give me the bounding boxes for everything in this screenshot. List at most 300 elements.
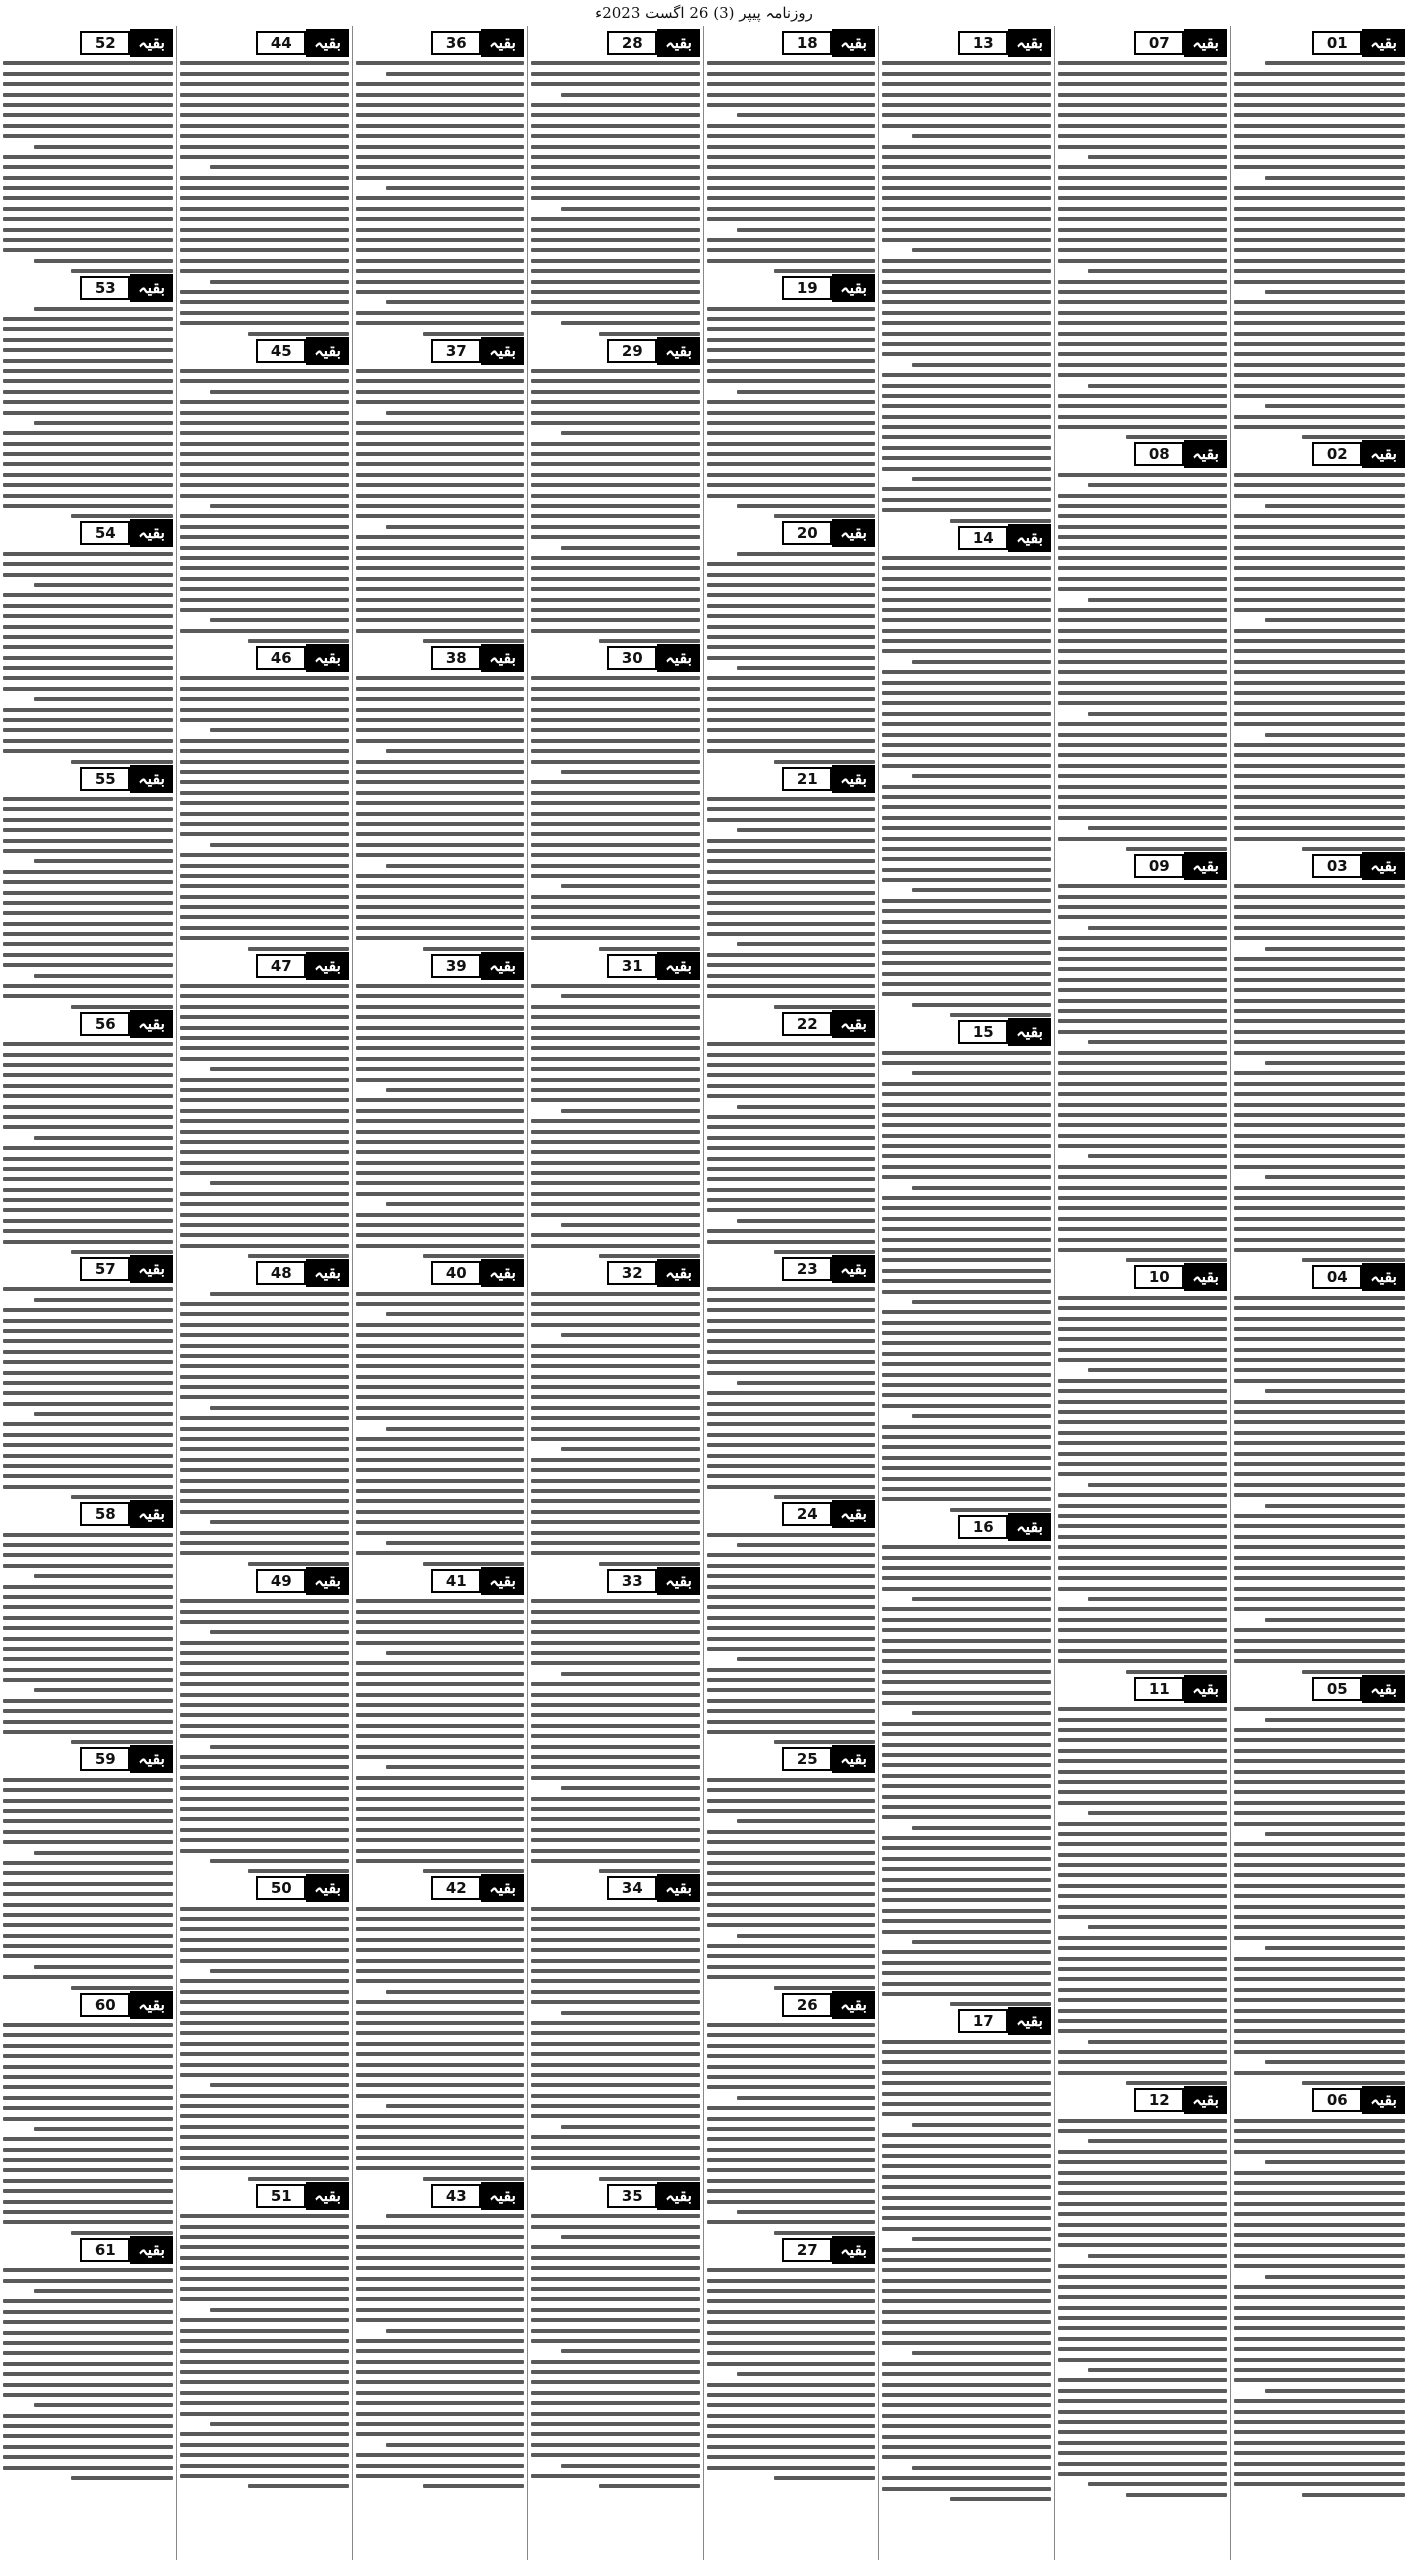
text-line [356, 369, 524, 373]
text-line [882, 1961, 1051, 1965]
text-line [882, 300, 1051, 304]
text-line [356, 687, 524, 691]
text-line [707, 562, 875, 566]
text-line [180, 1672, 349, 1676]
text-line [3, 155, 173, 159]
text-line [1234, 1217, 1405, 1221]
text-line [1058, 947, 1227, 951]
text-line [3, 922, 173, 926]
text-line [1234, 957, 1405, 961]
text-line [1058, 566, 1227, 570]
text-line [356, 1364, 524, 1368]
text-line [882, 1618, 1051, 1622]
text-line [882, 857, 1051, 861]
text-line [1234, 1103, 1405, 1107]
text-line [774, 1986, 875, 1990]
text-line [882, 1909, 1051, 1913]
text-line [1234, 1873, 1405, 1877]
text-line [707, 994, 875, 998]
text-line [737, 504, 875, 508]
text-line [3, 666, 173, 670]
text-line [356, 791, 524, 795]
text-line [531, 514, 700, 518]
text-line [1234, 207, 1405, 211]
continuation-label: بقیہ [1362, 2086, 1405, 2114]
text-line [356, 1119, 524, 1123]
text-line [356, 739, 524, 743]
text-line [882, 1805, 1051, 1809]
text-line [912, 2351, 1051, 2355]
continuation-number: 39 [431, 954, 481, 978]
text-line [180, 2380, 349, 2384]
text-line [1234, 2285, 1405, 2289]
text-line [356, 2235, 524, 2239]
article-text-block [531, 676, 700, 950]
article-text-block [356, 1599, 524, 1873]
text-line [531, 2114, 700, 2118]
column-3 [878, 26, 1054, 2560]
text-line [707, 2403, 875, 2407]
text-line [531, 196, 700, 200]
text-line [1058, 2420, 1227, 2424]
text-line [707, 155, 875, 159]
text-line [531, 1693, 700, 1697]
text-line [912, 774, 1051, 778]
text-line [180, 1312, 349, 1316]
text-line [180, 1161, 349, 1165]
text-line [531, 2370, 700, 2374]
text-line [1234, 1368, 1405, 1372]
text-line [3, 124, 173, 128]
text-line [1234, 1780, 1405, 1784]
continuation-number: 07 [1134, 31, 1184, 55]
text-line [882, 639, 1051, 643]
text-line [356, 2422, 524, 2426]
text-line [1058, 2160, 1227, 2164]
text-line [882, 72, 1051, 76]
text-line [1234, 1227, 1405, 1231]
text-line [531, 718, 700, 722]
text-line [1058, 1576, 1227, 1580]
continuation-label: بقیہ [832, 1991, 875, 2019]
text-line [531, 1375, 700, 1379]
text-line [531, 290, 700, 294]
text-line [1234, 2326, 1405, 2330]
text-line [561, 431, 700, 435]
text-line [1126, 2081, 1227, 2085]
text-line [531, 2443, 700, 2447]
text-line [180, 1130, 349, 1134]
text-line [531, 2042, 700, 2046]
text-line [180, 2166, 349, 2170]
text-line [1234, 1628, 1405, 1632]
text-line [882, 1774, 1051, 1778]
text-line [707, 196, 875, 200]
text-line [707, 2117, 875, 2121]
text-line [1058, 1441, 1227, 1445]
text-line [1234, 2019, 1405, 2023]
continuation-tile [531, 954, 700, 978]
text-line [882, 1795, 1051, 1799]
text-line [882, 2372, 1051, 2376]
text-line [3, 1699, 173, 1703]
text-line [882, 196, 1051, 200]
text-line [531, 2277, 700, 2281]
text-line [1234, 1248, 1405, 1252]
text-line [707, 1229, 875, 1233]
text-line [707, 2331, 875, 2335]
text-line [1058, 639, 1227, 643]
text-line [531, 2360, 700, 2364]
text-line [882, 2279, 1051, 2283]
text-line [531, 1046, 700, 1050]
text-line [180, 2156, 349, 2160]
text-line [356, 994, 524, 998]
text-line [356, 2042, 524, 2046]
text-line [3, 1485, 173, 1489]
text-line [3, 1329, 173, 1333]
text-line [3, 1094, 173, 1098]
text-line [1058, 280, 1227, 284]
text-line [71, 2231, 173, 2235]
text-line [531, 1531, 700, 1535]
text-line [356, 1447, 524, 1451]
text-line [180, 2412, 349, 2416]
text-line [356, 1776, 524, 1780]
text-line [356, 2287, 524, 2291]
text-line [248, 1869, 349, 1873]
text-line [1058, 1853, 1227, 1857]
text-line [1058, 1759, 1227, 1763]
text-line [356, 311, 524, 315]
text-line [1234, 155, 1405, 159]
continuation-number: 45 [256, 339, 306, 363]
text-line [882, 290, 1051, 294]
text-line [531, 134, 700, 138]
text-line [1088, 2482, 1227, 2486]
text-line [1234, 785, 1405, 789]
text-line [3, 400, 173, 404]
text-line [356, 452, 524, 456]
text-line [1234, 342, 1405, 346]
text-line [248, 1562, 349, 1566]
text-line [356, 1223, 524, 1227]
text-line [531, 1838, 700, 1842]
text-line [356, 248, 524, 252]
text-line [180, 791, 349, 795]
text-line [1234, 895, 1405, 899]
text-line [707, 1188, 875, 1192]
continuation-number: 54 [80, 521, 130, 545]
continuation-label: بقیہ [1184, 852, 1227, 880]
text-line [356, 2339, 524, 2343]
text-line [531, 1849, 700, 1853]
text-line [3, 1553, 173, 1557]
text-line [356, 1693, 524, 1697]
article-text-block [356, 61, 524, 335]
text-line [531, 494, 700, 498]
text-line [599, 947, 700, 951]
text-line [1058, 113, 1227, 117]
continuation-number: 25 [782, 1747, 832, 1771]
text-line [1234, 1452, 1405, 1456]
text-line [1058, 1770, 1227, 1774]
text-line [3, 452, 173, 456]
text-line [180, 1838, 349, 1842]
text-line [1058, 753, 1227, 757]
text-line [882, 2154, 1051, 2158]
text-line [34, 259, 173, 263]
text-line [3, 891, 173, 895]
text-line [356, 1917, 524, 1921]
text-line [356, 1489, 524, 1493]
text-line [531, 421, 700, 425]
text-line [356, 1551, 524, 1555]
text-line [882, 259, 1051, 263]
continuation-number: 61 [80, 2238, 130, 2262]
text-line [1058, 1431, 1227, 1435]
text-line [423, 639, 524, 643]
text-line [3, 494, 173, 498]
text-line [180, 1015, 349, 1019]
text-line [531, 629, 700, 633]
text-line [356, 1098, 524, 1102]
continuation-number: 02 [1312, 442, 1362, 466]
text-line [356, 238, 524, 242]
text-line [180, 462, 349, 466]
continuation-number: 55 [80, 767, 130, 791]
text-line [774, 1250, 875, 1254]
text-line [707, 1433, 875, 1437]
text-line [882, 1196, 1051, 1200]
text-line [1058, 134, 1227, 138]
article-text-block [707, 797, 875, 1009]
text-line [707, 1308, 875, 1312]
text-line [707, 676, 875, 680]
continuation-label: بقیہ [1008, 29, 1051, 57]
text-line [180, 1979, 349, 1983]
text-line [1058, 2171, 1227, 2175]
text-line [707, 72, 875, 76]
text-line [1058, 1113, 1227, 1117]
text-line [707, 818, 875, 822]
text-line [210, 1520, 349, 1524]
text-line [3, 1229, 173, 1233]
continuation-number: 41 [431, 1569, 481, 1593]
text-line [1234, 743, 1405, 747]
text-line [1058, 1227, 1227, 1231]
text-line [3, 1543, 173, 1547]
text-line [737, 1105, 875, 1109]
text-line [531, 1244, 700, 1248]
continuation-label: بقیہ [130, 519, 173, 547]
text-line [950, 1013, 1051, 1017]
text-line [531, 2256, 700, 2260]
text-line [1058, 1206, 1227, 1210]
text-line [1058, 988, 1227, 992]
continuation-label: بقیہ [1184, 1675, 1227, 1703]
text-line [356, 1630, 524, 1634]
text-line [1058, 701, 1227, 705]
text-line [1234, 1296, 1405, 1300]
text-line [1265, 504, 1405, 508]
text-line [3, 1402, 173, 1406]
text-line [774, 2476, 875, 2480]
text-line [531, 1797, 700, 1801]
text-line [882, 743, 1051, 747]
text-line [737, 1219, 875, 1223]
text-line [3, 1319, 173, 1323]
text-line [1058, 1420, 1227, 1424]
continuation-label: بقیہ [832, 29, 875, 57]
text-line [1058, 103, 1227, 107]
text-line [882, 795, 1051, 799]
text-line [882, 785, 1051, 789]
text-line [1234, 712, 1405, 716]
text-line [1058, 2451, 1227, 2455]
text-line [1234, 1659, 1405, 1663]
article-text-block [531, 369, 700, 643]
text-line [1058, 2181, 1227, 2185]
text-line [531, 1499, 700, 1503]
text-line [386, 2443, 524, 2447]
text-line [210, 280, 349, 284]
text-line [180, 853, 349, 857]
text-line [882, 404, 1051, 408]
text-line [531, 1302, 700, 1306]
text-line [1058, 1082, 1227, 1086]
text-line [386, 1541, 524, 1545]
continuation-tile [1234, 442, 1405, 466]
continuation-tile [3, 1502, 173, 1526]
text-line [737, 1657, 875, 1661]
text-line [1234, 2472, 1405, 2476]
text-line [882, 1992, 1051, 1996]
text-line [737, 113, 875, 117]
text-line [180, 473, 349, 477]
text-line [531, 2297, 700, 2301]
text-line [180, 1807, 349, 1811]
article-text-block [707, 1778, 875, 1990]
continuation-tile [882, 31, 1051, 55]
text-line [3, 327, 173, 331]
text-line [531, 1344, 700, 1348]
text-line [531, 1724, 700, 1728]
text-line [1088, 2368, 1227, 2372]
text-line [737, 1381, 875, 1385]
text-line [707, 307, 875, 311]
text-line [531, 608, 700, 612]
text-line [882, 2196, 1051, 2200]
text-line [3, 2054, 173, 2058]
text-line [707, 839, 875, 843]
text-line [180, 1057, 349, 1061]
text-line [1234, 1040, 1405, 1044]
text-line [3, 1626, 173, 1630]
text-line [423, 2484, 524, 2488]
text-line [912, 1300, 1051, 1304]
text-line [707, 217, 875, 221]
text-line [1265, 1061, 1405, 1065]
text-line [356, 853, 524, 857]
text-line [882, 1310, 1051, 1314]
text-line [1058, 394, 1227, 398]
text-line [3, 1391, 173, 1395]
continuation-tile [3, 1012, 173, 1036]
text-line [1234, 1186, 1405, 1190]
text-line [1234, 186, 1405, 190]
text-line [34, 2127, 173, 2131]
text-line [180, 379, 349, 383]
article-text-block [180, 2214, 349, 2488]
text-line [1234, 1597, 1405, 1601]
text-line [3, 1788, 173, 1792]
text-line [912, 2123, 1051, 2127]
text-line [1126, 1258, 1227, 1262]
text-line [707, 1913, 875, 1917]
text-line [531, 1599, 700, 1603]
text-line [882, 2102, 1051, 2106]
text-line [882, 1950, 1051, 1954]
continuation-label: بقیہ [130, 765, 173, 793]
text-line [356, 1817, 524, 1821]
text-line [1302, 847, 1405, 851]
text-line [1058, 332, 1227, 336]
text-line [3, 165, 173, 169]
text-line [707, 870, 875, 874]
text-line [180, 228, 349, 232]
text-line [3, 1616, 173, 1620]
text-line [882, 1477, 1051, 1481]
text-line [707, 452, 875, 456]
text-line [882, 930, 1051, 934]
text-line [356, 618, 524, 622]
text-line [707, 1923, 875, 1927]
text-line [3, 807, 173, 811]
text-line [707, 2127, 875, 2131]
text-line [882, 1545, 1051, 1549]
text-line [1234, 2295, 1405, 2299]
text-line [1234, 988, 1405, 992]
text-line [1058, 785, 1227, 789]
text-line [707, 1063, 875, 1067]
text-line [882, 1466, 1051, 1470]
text-line [356, 494, 524, 498]
text-line [1058, 1103, 1227, 1107]
text-line [180, 1344, 349, 1348]
text-line [531, 483, 700, 487]
text-line [531, 2432, 700, 2436]
text-line [707, 93, 875, 97]
text-line [882, 2248, 1051, 2252]
text-line [1058, 967, 1227, 971]
text-line [1058, 1822, 1227, 1826]
continuation-tile [882, 526, 1051, 550]
text-line [180, 1333, 349, 1337]
text-line [707, 238, 875, 242]
text-line [707, 1954, 875, 1958]
text-line [1058, 2347, 1227, 2351]
text-line [180, 494, 349, 498]
article-text-block [180, 1907, 349, 2181]
text-line [3, 635, 173, 639]
text-line [707, 1136, 875, 1140]
text-line [707, 974, 875, 978]
text-line [1234, 1905, 1405, 1909]
text-line [356, 1026, 524, 1030]
text-line [356, 1302, 524, 1306]
text-line [882, 837, 1051, 841]
